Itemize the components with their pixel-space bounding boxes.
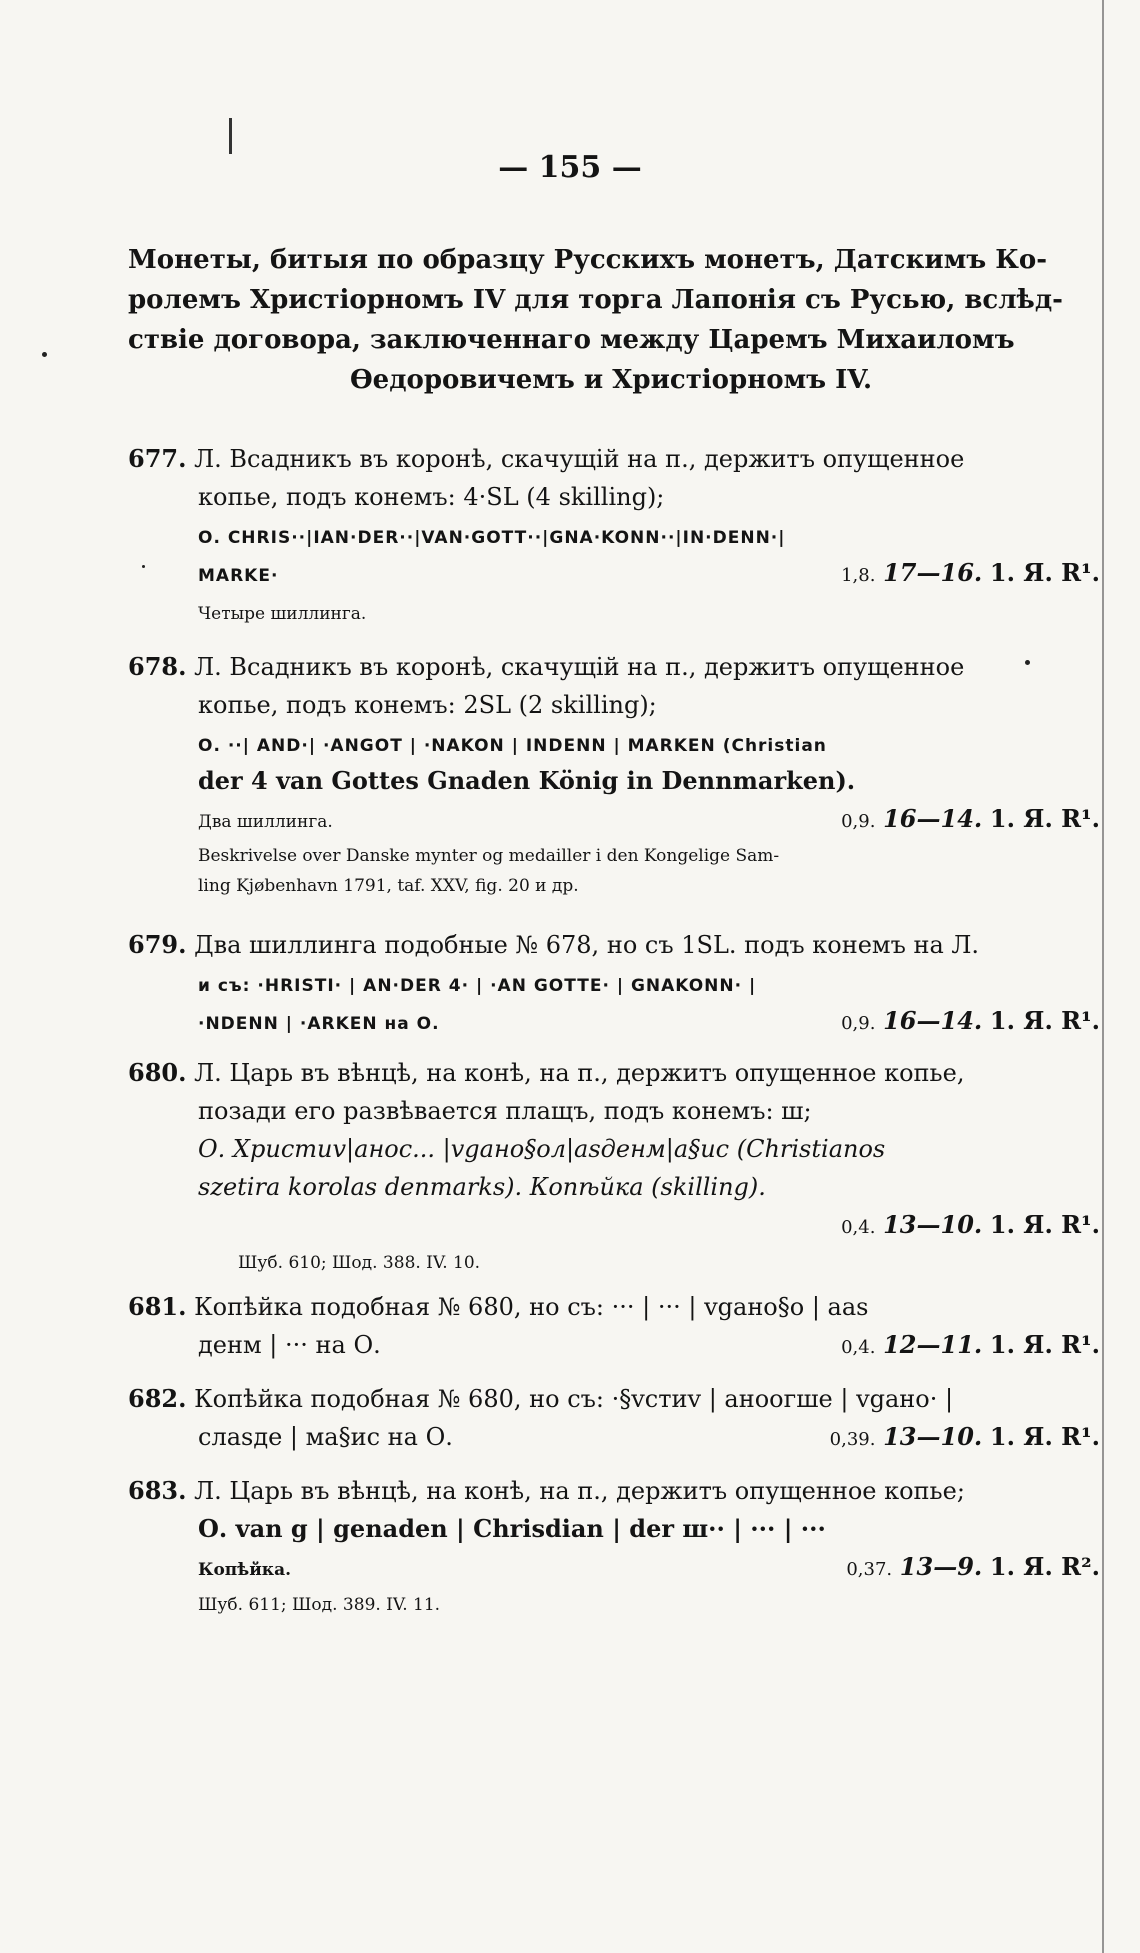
catalog-entry (128, 440, 1100, 630)
legend-text: MARKE· (198, 566, 279, 586)
entry-note: Копѣйка. (198, 1560, 292, 1580)
weight: 1,8. (841, 565, 876, 586)
catalog-entry (128, 648, 1100, 898)
weight: 0,4. (841, 1217, 876, 1238)
legend-text: szetira korolas denmarks). Копѣйка (skilling). (198, 1173, 766, 1201)
weight: 0,9. (841, 811, 876, 832)
legend-text: О. Христиv|анос... |vgано§ол|аsденм|а§ис (Christianos (198, 1135, 886, 1163)
dimensions: 13—10. (883, 1210, 983, 1239)
reference: Beskrivelse over Danske mynter og medailler i den Kongelige Sam- (198, 846, 780, 866)
entry-number: 679. (128, 930, 187, 959)
grade: 1. Я. R². (989, 1552, 1100, 1581)
entry-number: 677. (128, 444, 187, 473)
entry-text: Копѣйка подобная № 680, но съ: ··· | ··· | vgано§о | аas (194, 1293, 869, 1321)
heading-line: ствiе договора, заключеннаго между Царемъ Михаиломъ (128, 325, 1015, 355)
entry-number: 678. (128, 652, 187, 681)
entry-number: 681. (128, 1292, 187, 1321)
grade: 1. Я. R¹. (989, 804, 1100, 833)
entry-number: 682. (128, 1384, 187, 1413)
catalog-entry (128, 1288, 1100, 1364)
grade: 1. Я. R¹. (989, 1006, 1100, 1035)
legend-text: слаsдe | ма§ис на О. (198, 1423, 453, 1451)
grade: 1. Я. R¹. (989, 558, 1100, 587)
legend-text: О. ··| AND·| ·ANGOT | ·NAKON | INDENN | MARKEN (Christian (198, 736, 827, 756)
legend-text: и съ: ·HRISTI· | AN·DER 4· | ·AN GOTTE· | GNAKONN· | (198, 976, 757, 996)
dimensions: 12—11. (883, 1330, 983, 1359)
legend-text: денм | ··· на О. (198, 1331, 381, 1359)
legend-text: О. van g | genaden | Chrisdian | der ш·· | ··· | ··· (198, 1514, 826, 1543)
entry-text: Л. Царь въ вѣнцѣ, на конѣ, на п., держитъ опущенное копье, (194, 1059, 965, 1087)
reference: ling Kjøbenhavn 1791, taf. XXV, fig. 20 и др. (198, 876, 579, 896)
dimensions: 13—10. (883, 1422, 983, 1451)
dimensions: 16—14. (883, 804, 983, 833)
legend-text: ·NDENN | ·ARKEN на О. (198, 1014, 440, 1034)
catalog-entry (128, 1054, 1100, 1276)
heading-line: Ѳедоровичемъ и Христiорномъ IV. (350, 365, 872, 395)
entry-text: Копѣйка подобная № 680, но съ: ·§vcтиv | аноогше | vgано· | (194, 1385, 954, 1413)
catalog-entry (128, 1472, 1100, 1618)
legend-text: О. CHRIS··|IAN·DER··|VAN·GOTT··|GNA·KONN··|IN·DENN·| (198, 528, 786, 548)
legend-text: der 4 van Gottes Gnaden König in Dennmarken). (198, 766, 856, 795)
weight: 0,39. (829, 1429, 876, 1450)
weight: 0,37. (846, 1559, 893, 1580)
grade: 1. Я. R¹. (989, 1210, 1100, 1239)
entry-text: копье, подъ конемъ: 4·SL (4 skilling); (198, 483, 665, 511)
grade: 1. Я. R¹. (989, 1330, 1100, 1359)
margin-rule (229, 118, 232, 154)
entry-text: позади его развѣвается плащъ, подъ конемъ: ш; (198, 1097, 812, 1125)
entry-number: 683. (128, 1476, 187, 1505)
catalog-entry (128, 926, 1100, 1040)
weight: 0,4. (841, 1337, 876, 1358)
weight: 0,9. (841, 1013, 876, 1034)
entry-text: Два шиллинга подобные № 678, но съ 1SL. подъ конемъ на Л. (194, 931, 980, 959)
entry-text: копье, подъ конемъ: 2SL (2 skilling); (198, 691, 657, 719)
grade: 1. Я. R¹. (989, 1422, 1100, 1451)
entry-text: Л. Всадникъ въ коронѣ, скачущiй на п., держитъ опущенное (194, 445, 965, 473)
dimensions: 16—14. (883, 1006, 983, 1035)
reference: Шуб. 611; Шод. 389. IV. 11. (198, 1595, 441, 1615)
entry-note: Два шиллинга. (198, 812, 333, 832)
page-number: — 155 — (498, 150, 642, 185)
catalog-entry (128, 1380, 1100, 1456)
dimensions: 13—9. (899, 1552, 983, 1581)
entry-note: Четыре шиллинга. (198, 604, 367, 624)
speck-mark (42, 352, 47, 357)
heading-line: ролемъ Христiорномъ IV для торга Лапонiя съ Русью, вслѣд- (128, 285, 1063, 315)
entry-text: Л. Всадникъ въ коронѣ, скачущiй на п., держитъ опущенное (194, 653, 965, 681)
page-edge (1102, 0, 1104, 1953)
entry-text: Л. Царь въ вѣнцѣ, на конѣ, на п., держитъ опущенное копье; (194, 1477, 965, 1505)
dimensions: 17—16. (883, 558, 983, 587)
reference: Шуб. 610; Шод. 388. IV. 10. (238, 1253, 481, 1273)
section-heading (128, 240, 1094, 400)
entry-number: 680. (128, 1058, 187, 1087)
heading-line: Монеты, битыя по образцу Русскихъ монетъ, Датскимъ Ко- (128, 245, 1048, 275)
